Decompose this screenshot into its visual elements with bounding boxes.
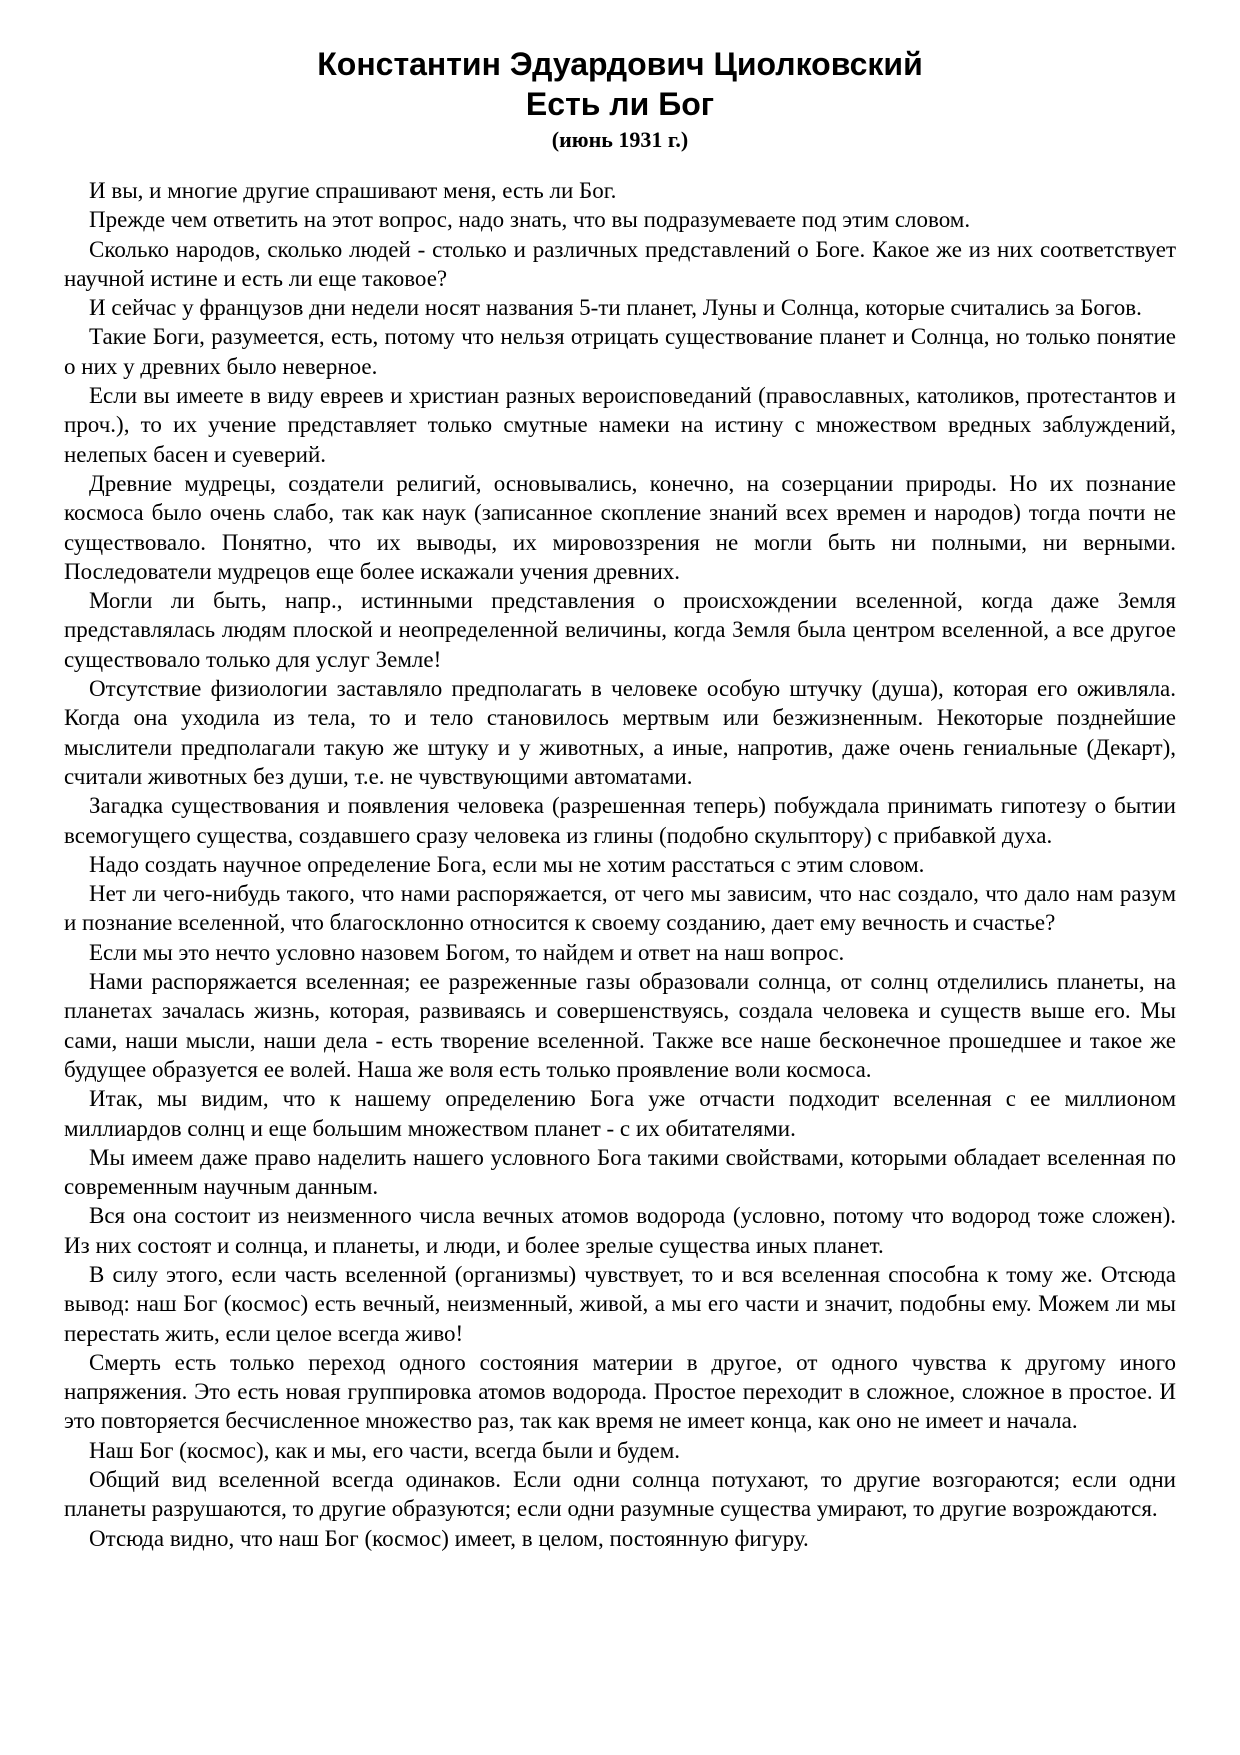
document-title: Есть ли Бог xyxy=(525,86,715,122)
paragraph: Мы имеем даже право наделить нашего условного Бога такими свойствами, которыми обладает вселенная по современным научным данным. xyxy=(64,1144,1176,1200)
paragraph: Древние мудрецы, создатели религий, основывались, конечно, на созерцании природы. Но их познание космоса было очень слабо, так как наук (записанное скопление знаний всех времен и народов) тогда почти не существовало. Понятно, что их выводы, их мировоззрения не могли быть ни полными, ни верными. Последователи мудрецов еще более искажали учения древних. xyxy=(64,470,1176,584)
paragraph: Загадка существования и появления человека (разрешенная теперь) побуждала принимать гипотезу о бытии всемогущего существа, создавшего сразу человека из глины (подобно скульптору) с прибавкой духа. xyxy=(64,793,1176,848)
document-date: (июнь 1931 г.) xyxy=(551,127,689,152)
paragraph: Общий вид вселенной всегда одинаков. Если одни солнца потухают, то другие возгораются; если одни планеты разрушаются, то другие образуются; если одни разумные существа умирают, то другие возрождаются. xyxy=(64,1467,1176,1522)
paragraph: Смерть есть только переход одного состояния материи в другое, от одного чувства к другому иного напряжения. Это есть новая группировка атомов водорода. Простое переходит в сложное, сложное в простое. И это повторяется бесчисленное множество раз, так как время не имеет конца, как оно не имеет и начала. xyxy=(64,1349,1176,1434)
paragraph: Такие Боги, разумеется, есть, потому что нельзя отрицать существование планет и Солнца, но только понятие о них у древних было неверное. xyxy=(64,324,1176,379)
paragraph: Отсутствие физиологии заставляло предполагать в человеке особую штучку (душа), которая его оживляла. Когда она уходила из тела, то и тело становилось мертвым или безжизненным. Некоторые позднейшие мыслители предполагали такую же штуку и у животных, а иные, напротив, даже очень гениальные (Декарт), считали животных без души, т.е. не чувствующими автоматами. xyxy=(64,676,1176,789)
paragraph: Прежде чем ответить на этот вопрос, надо знать, что вы подразумеваете под этим словом. xyxy=(89,207,971,233)
paragraph: Отсюда видно, что наш Бог (космос) имеет, в целом, постоянную фигуру. xyxy=(89,1525,809,1551)
paragraph: Наш Бог (космос), как и мы, его части, всегда были и будем. xyxy=(89,1437,681,1463)
paragraph: Сколько народов, сколько людей - столько и различных представлений о Боге. Какое же из них соответствует научной истине и есть ли еще таковое? xyxy=(64,236,1176,291)
document-header xyxy=(0,44,1240,154)
paragraph: И вы, и многие другие спрашивают меня, есть ли Бог. xyxy=(89,178,617,203)
paragraph: Если вы имеете в виду евреев и христиан разных вероисповеданий (православных, католиков, протестантов и проч.), то их учение представляет только смутные намеки на истину с множеством вредных заблуждений, нелепых басен и суеверий. xyxy=(64,383,1176,467)
paragraph: Итак, мы видим, что к нашему определению Бога уже отчасти подходит вселенная с ее миллионом миллиардов солнц и еще большим множеством планет - с их обитателями. xyxy=(64,1086,1176,1141)
paragraph: Надо создать научное определение Бога, если мы не хотим расстаться с этим словом. xyxy=(89,851,925,877)
paragraph: И сейчас у французов дни недели носят названия 5-ти планет, Луны и Солнца, которые считались за Богов. xyxy=(89,295,1142,321)
paragraph: Могли ли быть, напр., истинными представления о происхождении вселенной, когда даже Земля представлялась людям плоской и неопределенной величины, когда Земля была центром вселенной, а все другое существовало только для услуг Земле! xyxy=(64,588,1176,672)
paragraph: Нами распоряжается вселенная; ее разреженные газы образовали солнца, от солнц отделились планеты, на планетах зачалась жизнь, которая, развиваясь и совершенствуясь, создала человека и существ выше его. Мы сами, наши мысли, наши дела - есть творение вселенной. Также все наше бесконечное прошедшее и такое же будущее образуется ее волей. Наша же воля есть только проявление воли космоса. xyxy=(64,969,1176,1082)
author-name: Константин Эдуардович Циолковский xyxy=(317,46,923,82)
paragraph: Вся она состоит из неизменного числа вечных атомов водорода (условно, потому что водород тоже сложен). Из них состоят и солнца, и планеты, и люди, и более зрелые существа иных планет. xyxy=(64,1203,1176,1258)
paragraph: В силу этого, если часть вселенной (организмы) чувствует, то и вся вселенная способна к тому же. Отсюда вывод: наш Бог (космос) есть вечный, неизменный, живой, а мы его части и значит, подобны ему. Можем ли мы перестать жить, если целое всегда живо! xyxy=(64,1261,1176,1346)
paragraph: Если мы это нечто условно назовем Богом, то найдем и ответ на наш вопрос. xyxy=(89,939,845,965)
paragraph: Нет ли чего-нибудь такого, что нами распоряжается, от чего мы зависим, что нас создало, что дало нам разум и познание вселенной, что благосклонно относится к своему созданию, дает ему вечность и счастье? xyxy=(64,881,1176,936)
document-body xyxy=(64,176,1176,1553)
